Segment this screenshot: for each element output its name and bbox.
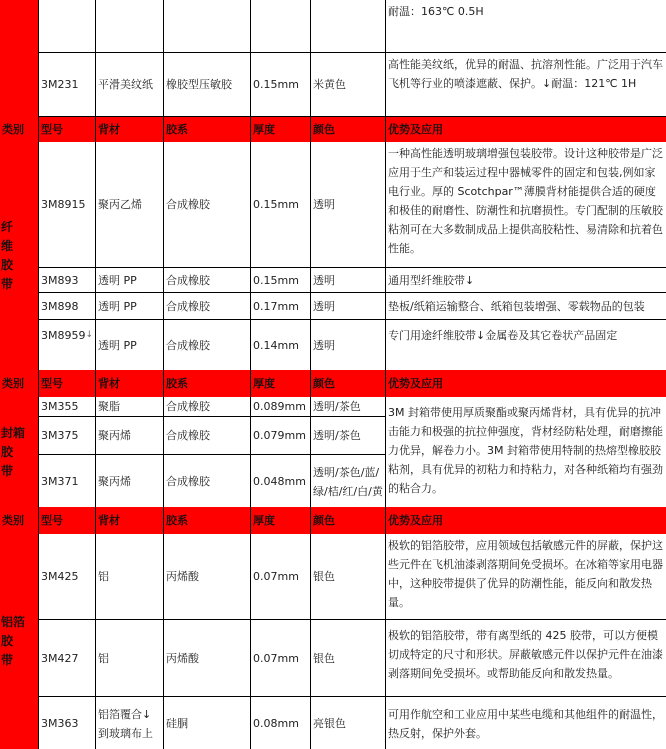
material-cell: 平滑美纹纸	[95, 53, 163, 117]
header-material: 背材	[95, 117, 163, 142]
model-cell	[38, 0, 95, 53]
thickness-cell: 0.07mm	[250, 620, 310, 697]
color-cell: 透明	[310, 268, 385, 293]
color-cell: 米黄色	[310, 53, 385, 117]
material-cell: 透明 PP	[95, 293, 163, 320]
thickness-cell: 0.14mm	[250, 320, 310, 370]
header-color: 颜色	[310, 117, 385, 142]
thickness-cell: 0.08mm	[250, 697, 310, 749]
header-thickness: 厚度	[250, 117, 310, 142]
header-model: 型号	[38, 507, 95, 534]
adhesive-cell: 合成橡胶	[163, 455, 250, 507]
advantage-cell: 高性能美纹纸，优异的耐温、抗溶剂性能。广泛用于汽车飞机等行业的喷漆遮蔽、保护。↓耐温：121℃ 1H	[385, 53, 666, 117]
thickness-cell: 0.15mm	[250, 142, 310, 268]
model-cell: 3M8915	[38, 142, 95, 268]
color-cell: 透明	[310, 320, 385, 370]
model-cell: 3M898	[38, 293, 95, 320]
advantage-cell: 极软的铝箔胶带，带有离型纸的 425 胶带，可以方便模切成特定的尺寸和形状。屏蔽敏感元件以保护元件在油漆剥落期间免受损坏。或帮助能反向和散发热量。	[385, 620, 666, 697]
thickness-cell: 0.079mm	[250, 417, 310, 455]
adhesive-cell: 丙烯酸	[163, 620, 250, 697]
header-category: 类别	[0, 370, 38, 397]
header-adhesive: 胶系	[163, 117, 250, 142]
header-category: 类别	[0, 507, 38, 534]
advantage-cell: 一种高性能透明玻璃增强包装胶带。设计这种胶带是广泛应用于生产和装运过程中器械零件的固定和包装,例如家电行业。厚的 Scotchpar™薄膜背材能提供合适的硬度和极佳的耐磨性、防潮性和抗磨损性。专门配制的压敏胶粘剂可在大多数制成品上提供高胶粘性、易清除和抗着色性能。	[385, 142, 666, 268]
model-cell: 3M371	[38, 455, 95, 507]
header-model: 型号	[38, 370, 95, 397]
advantage-cell: 垫板/纸箱运输整合、纸箱包装增强、零载物品的包装	[385, 293, 666, 320]
header-color: 颜色	[310, 370, 385, 397]
header-advantage: 优势及应用	[385, 370, 666, 397]
model-cell: 3M8959 ↓	[38, 320, 95, 370]
adhesive-cell: 橡胶型压敏胶	[163, 53, 250, 117]
thickness-cell: 0.07mm	[250, 534, 310, 620]
adhesive-cell: 合成橡胶	[163, 142, 250, 268]
header-adhesive: 胶系	[163, 507, 250, 534]
advantage-cell: 通用型纤维胶带↓	[385, 268, 666, 293]
model-cell: 3M363	[38, 697, 95, 749]
material-cell: 铝	[95, 534, 163, 620]
material-cell: 聚丙烯	[95, 417, 163, 455]
advantage-cell: 专门用途纤维胶带↓金属卷及其它卷状产品固定	[385, 320, 666, 370]
header-category: 类别	[0, 117, 38, 142]
header-advantage: 优势及应用	[385, 117, 666, 142]
color-cell: 透明/茶色/蓝/绿/桔/红/白/黄	[310, 455, 385, 507]
adhesive-cell: 合成橡胶	[163, 417, 250, 455]
material-cell: 透明 PP	[95, 268, 163, 293]
category-cell-top	[0, 0, 38, 117]
header-color: 颜色	[310, 507, 385, 534]
material-cell: 聚丙烯	[95, 455, 163, 507]
adhesive-cell: 合成橡胶	[163, 320, 250, 370]
thickness-cell: 0.15mm	[250, 268, 310, 293]
category-label: 纤 维 胶 带	[0, 142, 38, 370]
color-cell: 透明	[310, 142, 385, 268]
category-label: 封箱胶 带	[0, 397, 38, 507]
thickness-cell: 0.089mm	[250, 397, 310, 417]
header-material: 背材	[95, 370, 163, 397]
adhesive-cell: 合成橡胶	[163, 268, 250, 293]
adhesive-cell: 硅胴	[163, 697, 250, 749]
header-thickness: 厚度	[250, 507, 310, 534]
material-cell: 铝箔覆合↓到玻璃布上	[95, 697, 163, 749]
thickness-cell	[250, 0, 310, 53]
advantage-cell	[385, 0, 666, 53]
thickness-cell: 0.17mm	[250, 293, 310, 320]
model-cell: 3M355	[38, 397, 95, 417]
model-cell: 3M231	[38, 53, 95, 117]
material-cell: 铝	[95, 620, 163, 697]
adhesive-cell	[163, 0, 250, 53]
header-advantage: 优势及应用	[385, 507, 666, 534]
header-material: 背材	[95, 507, 163, 534]
adhesive-cell: 丙烯酸	[163, 534, 250, 620]
advantage-cell: 极软的铝箔胶带，应用领域包括敏感元件的屏蔽，保护这些元件在飞机油漆剥落期间免受损坏。在冰箱等家用电器中，这种胶带提供了优异的防潮性能，能反向和散发热量。	[385, 534, 666, 620]
color-cell: 透明/茶色	[310, 417, 385, 455]
model-cell: 3M427	[38, 620, 95, 697]
adhesive-cell: 合成橡胶	[163, 397, 250, 417]
color-cell: 透明/茶色	[310, 397, 385, 417]
header-thickness: 厚度	[250, 370, 310, 397]
thickness-cell: 0.15mm	[250, 53, 310, 117]
material-cell	[95, 0, 163, 53]
header-adhesive: 胶系	[163, 370, 250, 397]
color-cell: 亮银色	[310, 697, 385, 749]
color-cell: 银色	[310, 620, 385, 697]
thickness-cell: 0.048mm	[250, 455, 310, 507]
color-cell: 银色	[310, 534, 385, 620]
material-cell: 透明 PP	[95, 320, 163, 370]
model-cell: 3M375	[38, 417, 95, 455]
header-model: 型号	[38, 117, 95, 142]
category-label: 铝箔胶 带	[0, 534, 38, 749]
advantage-text: 耐温：163℃ 0.5H	[388, 5, 484, 18]
advantage-cell: 3M 封箱带使用厚质聚酯或聚丙烯背材，具有优异的抗冲击能力和极强的抗拉伸强度，背材经防粘处理，耐磨擦能力优异，解卷力小。3M 封箱带使用特制的热熔型橡胶胶粘剂，具有优异的初粘力和持粘力，对各种纸箱均有强劲的粘合力。	[385, 397, 666, 507]
material-cell: 聚丙乙烯	[95, 142, 163, 268]
model-cell: 3M893	[38, 268, 95, 293]
color-cell	[310, 0, 385, 53]
material-cell: 聚脂	[95, 397, 163, 417]
model-cell: 3M425	[38, 534, 95, 620]
advantage-cell: 可用作航空和工业应用中某些电缆和其他组件的耐温性，热反射，保护外套。	[385, 697, 666, 749]
adhesive-cell: 合成橡胶	[163, 293, 250, 320]
color-cell: 透明	[310, 293, 385, 320]
